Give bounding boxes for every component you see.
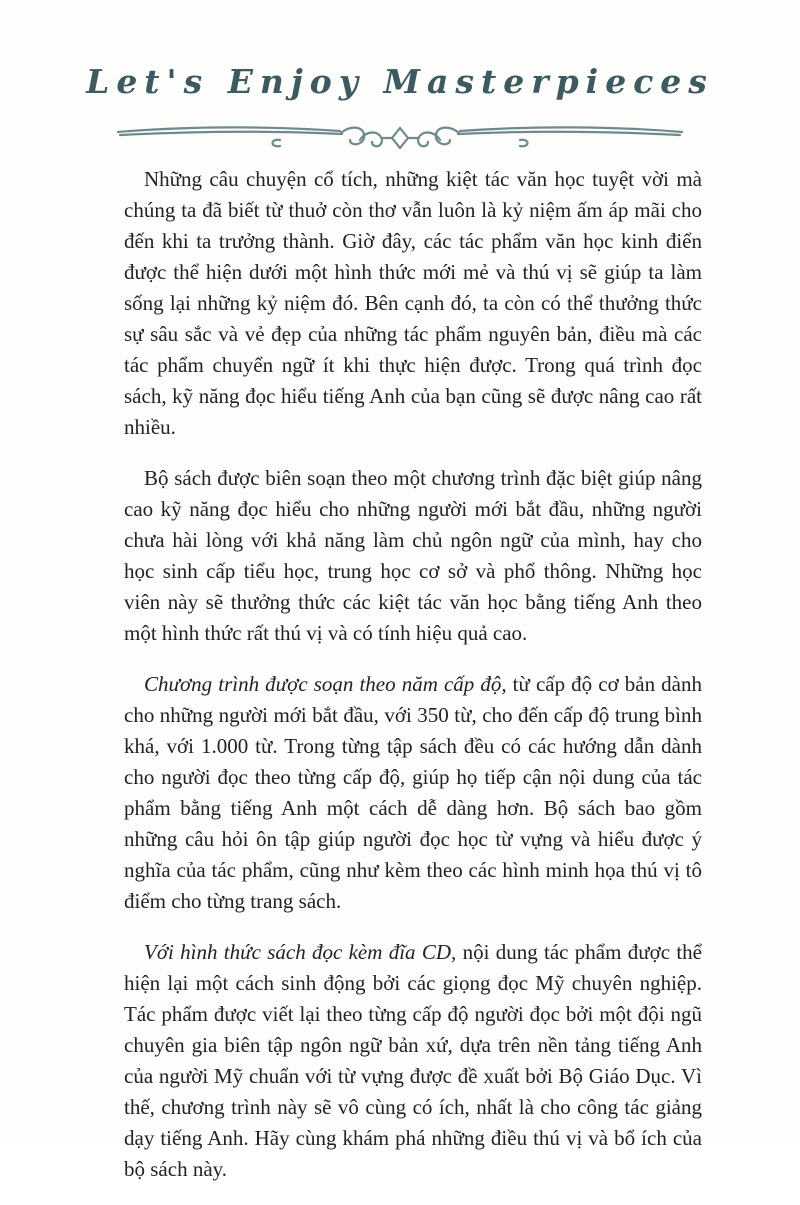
paragraph-4-text: nội dung tác phẩm được thể hiện lại một cách sinh động bởi các giọng đọc Mỹ chuyên nghiệp. Tác phẩm được viết lại theo từng cấp độ người đọc bởi một đội ngũ chuyên gia biên tập ngôn ngữ bản xứ, dựa trên nền tảng tiếng Anh của người Mỹ chuẩn với từ vựng được đề xuất bởi Bộ Giáo Dục. Vì thế, chương trình này sẽ vô cùng có ích, nhất là cho công tác giảng dạy tiếng Anh. Hãy cùng khám phá những điều thú vị và bổ ích của bộ sách này. <box>124 940 702 1181</box>
paragraph-2 <box>124 463 702 649</box>
paragraph-1-text: Những câu chuyện cổ tích, những kiệt tác văn học tuyệt vời mà chúng ta đã biết từ thuở còn thơ vẫn luôn là kỷ niệm ấm áp mãi cho đến khi ta trưởng thành. Giờ đây, các tác phẩm văn học kinh điển được thể hiện dưới một hình thức mới mẻ và thú vị sẽ giúp ta làm sống lại những kỷ niệm đó. Bên cạnh đó, ta còn có thể thưởng thức sự sâu sắc và vẻ đẹp của những tác phẩm nguyên bản, điều mà các tác phẩm chuyển ngữ ít khi thực hiện được. Trong quá trình đọc sách, kỹ năng đọc hiểu tiếng Anh của bạn cũng sẽ được nâng cao rất nhiều. <box>124 167 702 439</box>
page-title: Let's Enjoy Masterpieces <box>86 62 714 101</box>
paragraph-1 <box>124 164 702 443</box>
intro-text <box>124 164 702 1205</box>
paragraph-2-text: Bộ sách được biên soạn theo một chương trình đặc biệt giúp nâng cao kỹ năng đọc hiểu cho những người mới bắt đầu, những người chưa hài lòng với khả năng làm chủ ngôn ngữ của mình, hay cho học sinh cấp tiểu học, trung học cơ sở và phổ thông. Những học viên này sẽ thưởng thức các kiệt tác văn học bằng tiếng Anh theo một hình thức rất thú vị và có tính hiệu quả cao. <box>124 466 702 645</box>
paragraph-4 <box>124 937 702 1185</box>
paragraph-3-text: từ cấp độ cơ bản dành cho những người mới bắt đầu, với 350 từ, cho đến cấp độ trung bình khá, với 1.000 từ. Trong từng tập sách đều có các hướng dẫn dành cho người đọc theo từng cấp độ, giúp họ tiếp cận nội dung của tác phẩm bằng tiếng Anh một cách dễ dàng hơn. Bộ sách bao gồm những câu hỏi ôn tập giúp người đọc học từ vựng và hiểu được ý nghĩa của tác phẩm, cũng như kèm theo các hình minh họa thú vị tô điểm cho từng trang sách. <box>124 672 702 913</box>
paragraph-3 <box>124 669 702 917</box>
paragraph-4-lead: Với hình thức sách đọc kèm đĩa CD, <box>144 940 457 964</box>
paragraph-3-lead: Chương trình được soạn theo năm cấp độ, <box>144 672 507 696</box>
scroll-flourish-divider-icon <box>110 116 690 156</box>
